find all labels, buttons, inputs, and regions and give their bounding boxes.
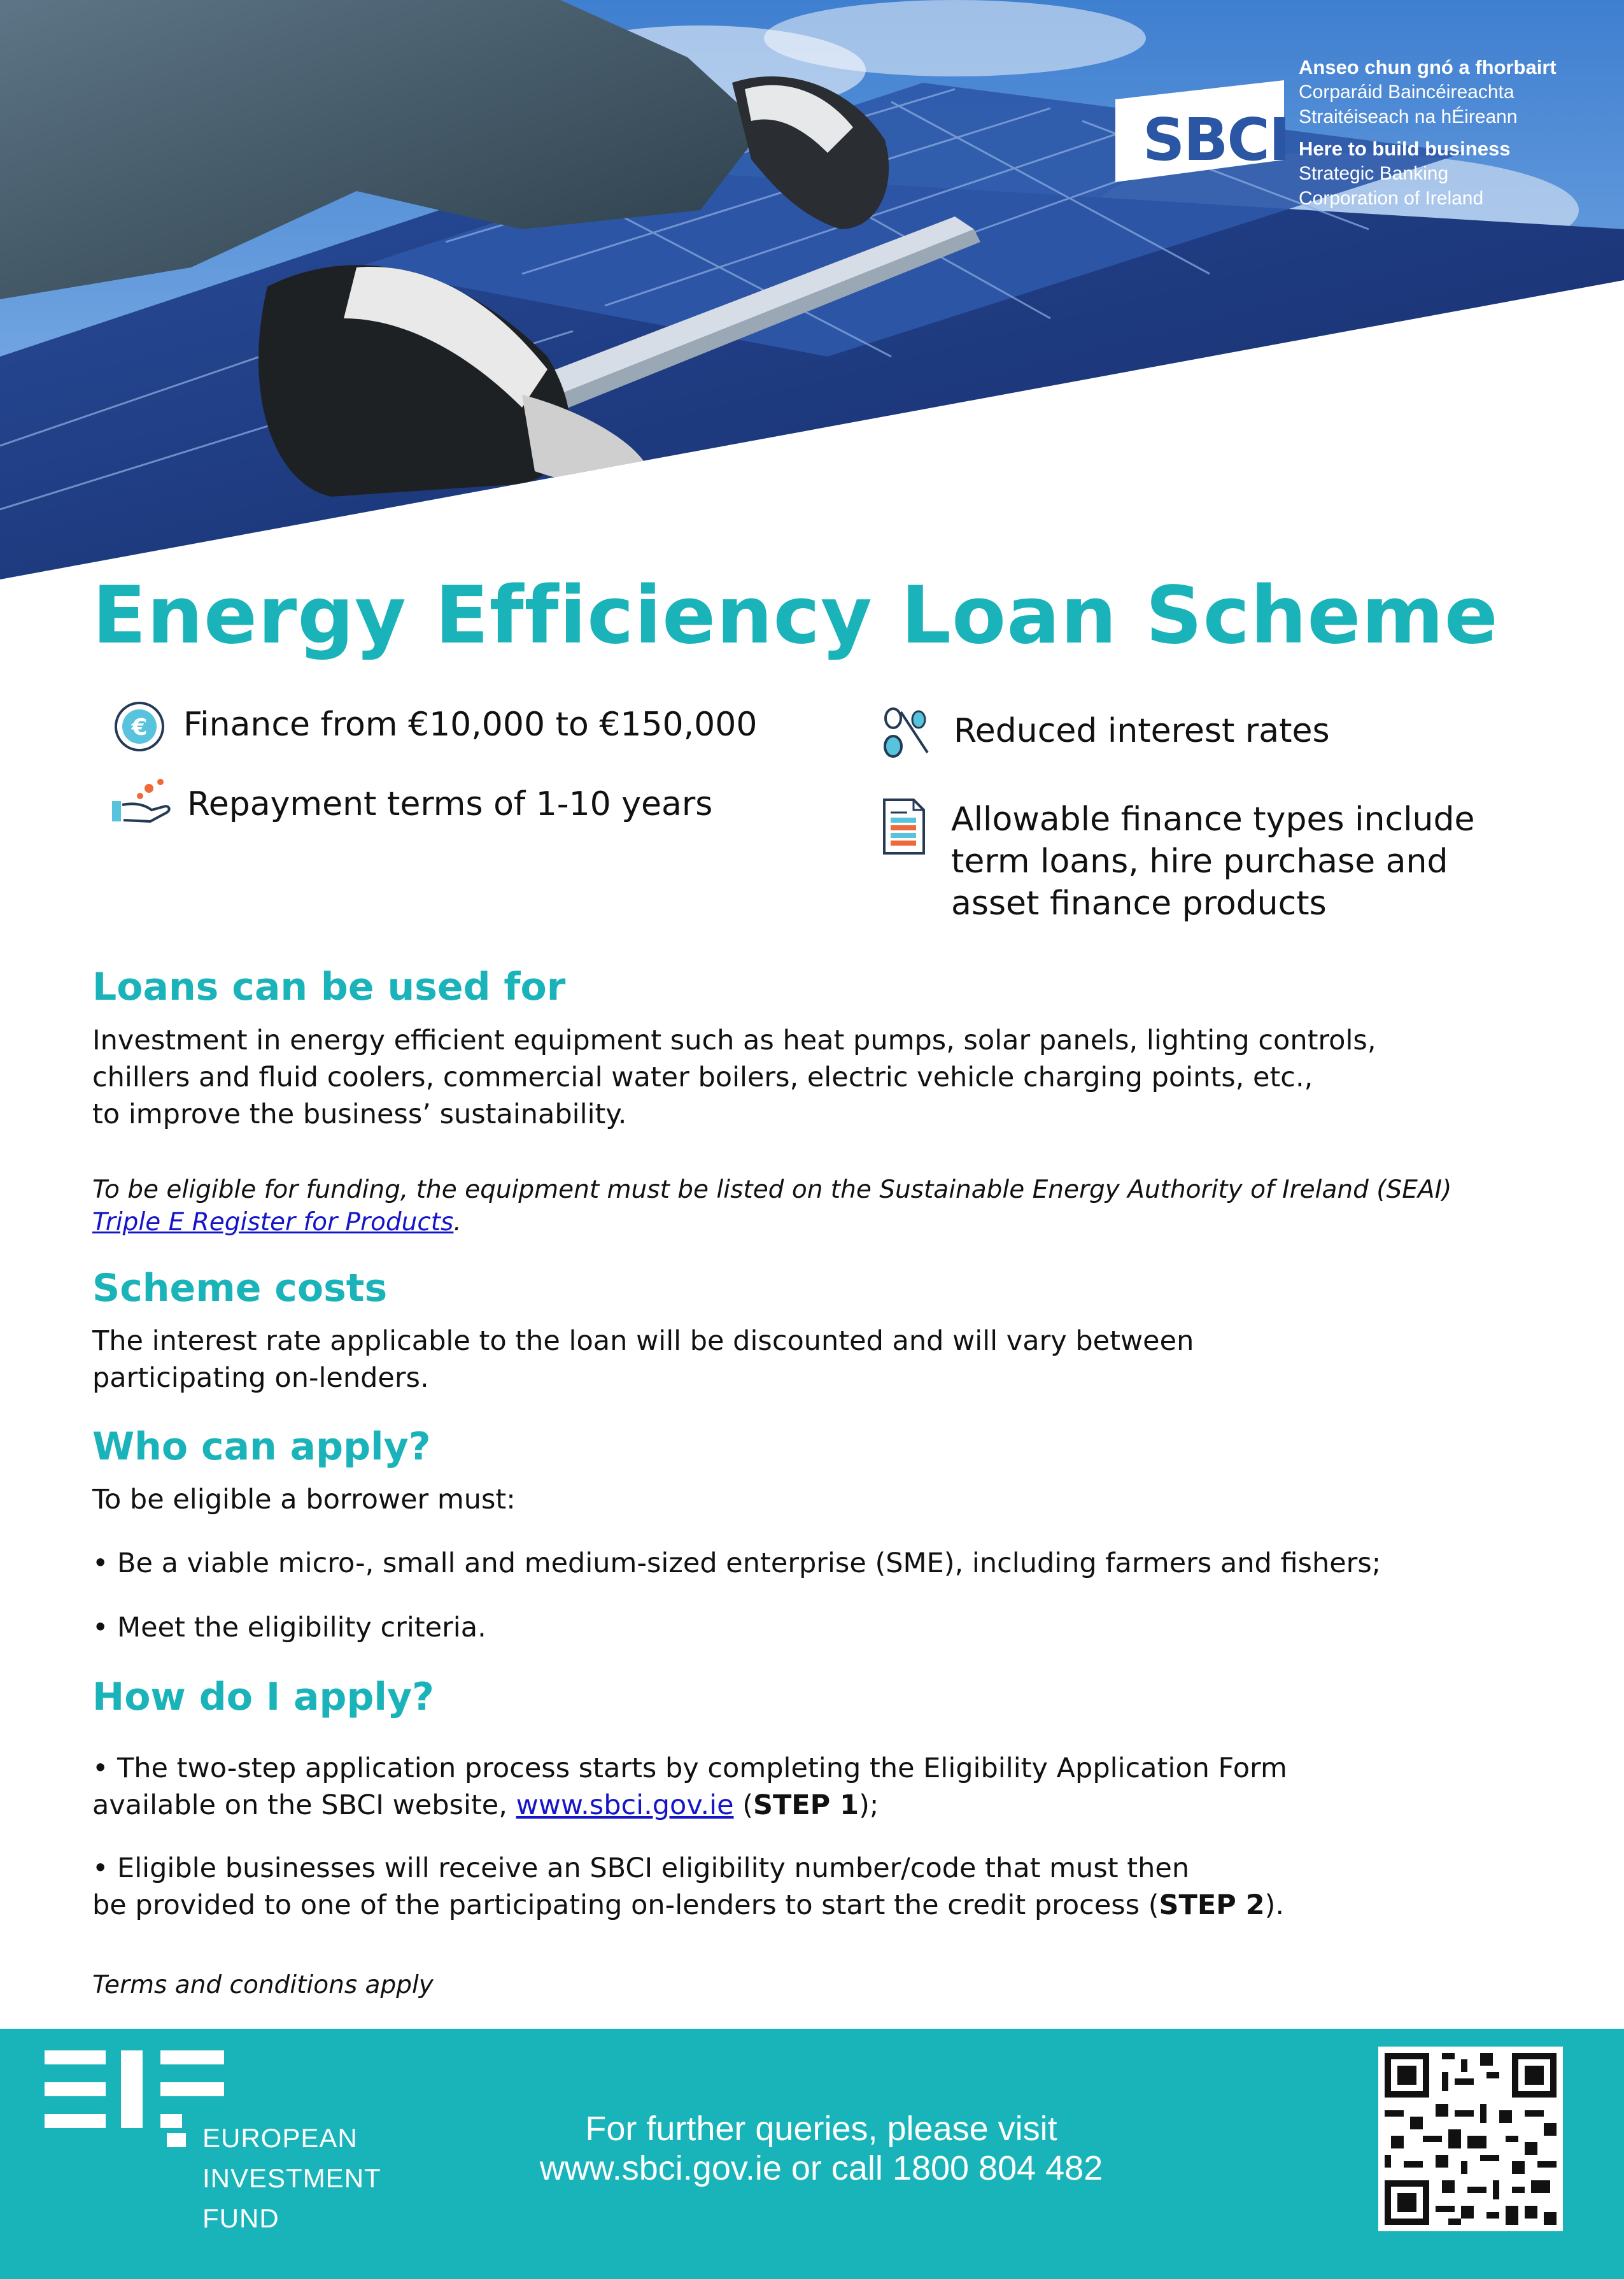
feature-finance: Finance from €10,000 to €150,000	[183, 706, 758, 744]
footer	[0, 2029, 1624, 2279]
costs-body: The interest rate applicable to the loan will be discounted and will vary between participating on-lenders.	[92, 1325, 1194, 1394]
triple-e-register-link[interactable]: Triple E Register for Products	[92, 1208, 454, 1237]
heading-who-can-apply: Who can apply?	[92, 1424, 431, 1469]
eligibility-note: To be eligible for funding, the equipment must be listed on the Sustainable Energy Authority of Ireland (SEAI) Triple E Register for Products.	[92, 1175, 1452, 1237]
sbci-logo-text: SBCI	[1143, 106, 1290, 174]
page-title: Energy Efficiency Loan Scheme	[92, 570, 1499, 662]
tagline-english: Here to build business Strategic Banking Corporation of Ireland	[1299, 138, 1511, 209]
how-step1: • The two-step application process starts by completing the Eligibility Application Form available on the SBCI website, www.sbci.gov.ie (STEP 1);	[92, 1752, 1287, 1821]
tagline-irish: Anseo chun gnó a fhorbairt Corparáid Baincéireachta Straitéiseach na hÉireann	[1299, 56, 1557, 127]
svg-text:€: €	[131, 714, 148, 741]
who-bullet-sme: • Be a viable micro-, small and medium-sized enterprise (SME), including farmers and fishers;	[92, 1547, 1381, 1579]
feature-repayment: Repayment terms of 1-10 years	[187, 785, 713, 823]
who-bullet-criteria: • Meet the eligibility criteria.	[92, 1612, 486, 1644]
feature-rates: Reduced interest rates	[954, 712, 1330, 750]
hand-coins-icon	[109, 777, 173, 830]
document-icon	[882, 797, 926, 858]
how-step2: • Eligible businesses will receive an SBCI eligibility number/code that must then be provided to one of the participating on-lenders to start the credit process (STEP 2).	[92, 1852, 1285, 1921]
feature-finance-types: Allowable finance types include term loans, hire purchase and asset finance products	[951, 800, 1475, 923]
euro-coin-icon	[113, 700, 166, 755]
eif-name: EUROPEAN INVESTMENT FUND	[202, 2123, 381, 2233]
loans-body: Investment in energy efficient equipment such as heat pumps, solar panels, lighting controls, chillers and fluid coolers, commercial water boilers, electric vehicle charging points, etc., to improve the business’ sustainability.	[92, 1025, 1376, 1130]
sbci-website-link[interactable]: www.sbci.gov.ie	[516, 1789, 734, 1821]
footer-query-line2: www.sbci.gov.ie or call 1800 804 482	[539, 2149, 1103, 2187]
who-intro: To be eligible a borrower must:	[92, 1484, 516, 1516]
terms-conditions: Terms and conditions apply	[92, 1971, 434, 1999]
percent-icon	[882, 706, 930, 763]
hero-banner	[0, 0, 1624, 579]
footer-query-line1: For further queries, please visit	[585, 2110, 1057, 2148]
heading-how-apply: How do I apply?	[92, 1675, 434, 1719]
qr-code-icon[interactable]	[1378, 2047, 1563, 2234]
heading-scheme-costs: Scheme costs	[92, 1266, 388, 1310]
heading-loans: Loans can be used for	[92, 965, 566, 1009]
